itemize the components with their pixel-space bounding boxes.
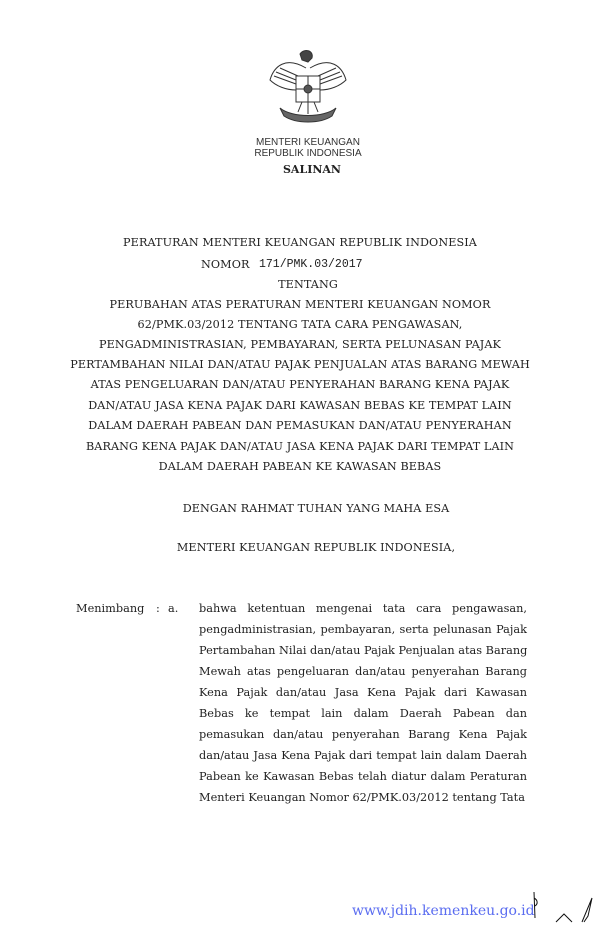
subject-line: 62/PMK.03/2012 TENTANG TATA CARA PENGAWASAN, [137, 318, 463, 331]
body-line: pengadministrasian, pembayaran, serta pelunasan Pajak [199, 623, 527, 636]
item-marker: a. [168, 602, 179, 615]
body-line: Kena Pajak dan/atau Jasa Kena Pajak dari Kawasan [199, 686, 527, 699]
subject-line: PERTAMBAHAN NILAI DAN/ATAU PAJAK PENJUALAN ATAS BARANG MEWAH [70, 358, 530, 371]
body-line: dan/atau Jasa Kena Pajak dari tempat lain dalam Daerah [199, 749, 527, 762]
tentang-label: TENTANG [278, 278, 338, 291]
body-line: pemasukan dan/atau penyerahan Barang Kena Pajak [199, 728, 527, 741]
body-line: Menteri Keuangan Nomor 62/PMK.03/2012 tentang Tata [199, 791, 525, 804]
body-line: Pabean ke Kawasan Bebas telah diatur dalam Peraturan [199, 770, 527, 783]
body-line: Pertambahan Nilai dan/atau Pajak Penjualan atas Barang [199, 644, 528, 657]
body-line: Mewah atas pengeluaran dan/atau penyerahan Barang [199, 665, 527, 678]
subject-line: DALAM DAERAH PABEAN DAN PEMASUKAN DAN/ATAU PENYERAHAN [88, 419, 512, 432]
nomor-value: 171/PMK.03/2017 [259, 258, 363, 271]
subject-line: BARANG KENA PAJAK DAN/ATAU JASA KENA PAJAK DARI TEMPAT LAIN [85, 440, 515, 453]
colon: : [156, 602, 160, 615]
paraf-signature [530, 888, 600, 928]
subject-line: ATAS PENGELUARAN DAN/ATAU PENYERAHAN BARANG KENA PAJAK [90, 378, 510, 391]
body-line: bahwa ketentuan mengenai tata cara pengawasan, [199, 602, 527, 615]
menimbang-label: Menimbang [76, 602, 145, 615]
regulation-title: PERATURAN MENTERI KEUANGAN REPUBLIK INDONESIA [123, 236, 477, 249]
jdih-link[interactable]: www.jdih.kemenkeu.go.id [352, 903, 535, 919]
body-line: Bebas ke tempat lain dalam Daerah Pabean dan [199, 707, 527, 720]
subject-line: DALAM DAERAH PABEAN KE KAWASAN BEBAS [158, 460, 442, 473]
salinan-stamp: SALINAN [282, 163, 341, 176]
office-line-2: REPUBLIK INDONESIA [254, 148, 362, 159]
nomor-label: NOMOR [201, 258, 250, 271]
subject-line: DAN/ATAU JASA KENA PAJAK DARI KAWASAN BEBAS KE TEMPAT LAIN [88, 399, 512, 412]
office-line-1: MENTERI KEUANGAN [256, 137, 360, 148]
rahmat-line: DENGAN RAHMAT TUHAN YANG MAHA ESA [182, 502, 450, 515]
garuda-emblem [266, 46, 350, 128]
subject-line: PERUBAHAN ATAS PERATURAN MENTERI KEUANGAN NOMOR [109, 298, 491, 311]
menteri-line: MENTERI KEUANGAN REPUBLIK INDONESIA, [176, 541, 456, 554]
subject-line: PENGADMINISTRASIAN, PEMBAYARAN, SERTA PELUNASAN PAJAK [98, 338, 502, 351]
